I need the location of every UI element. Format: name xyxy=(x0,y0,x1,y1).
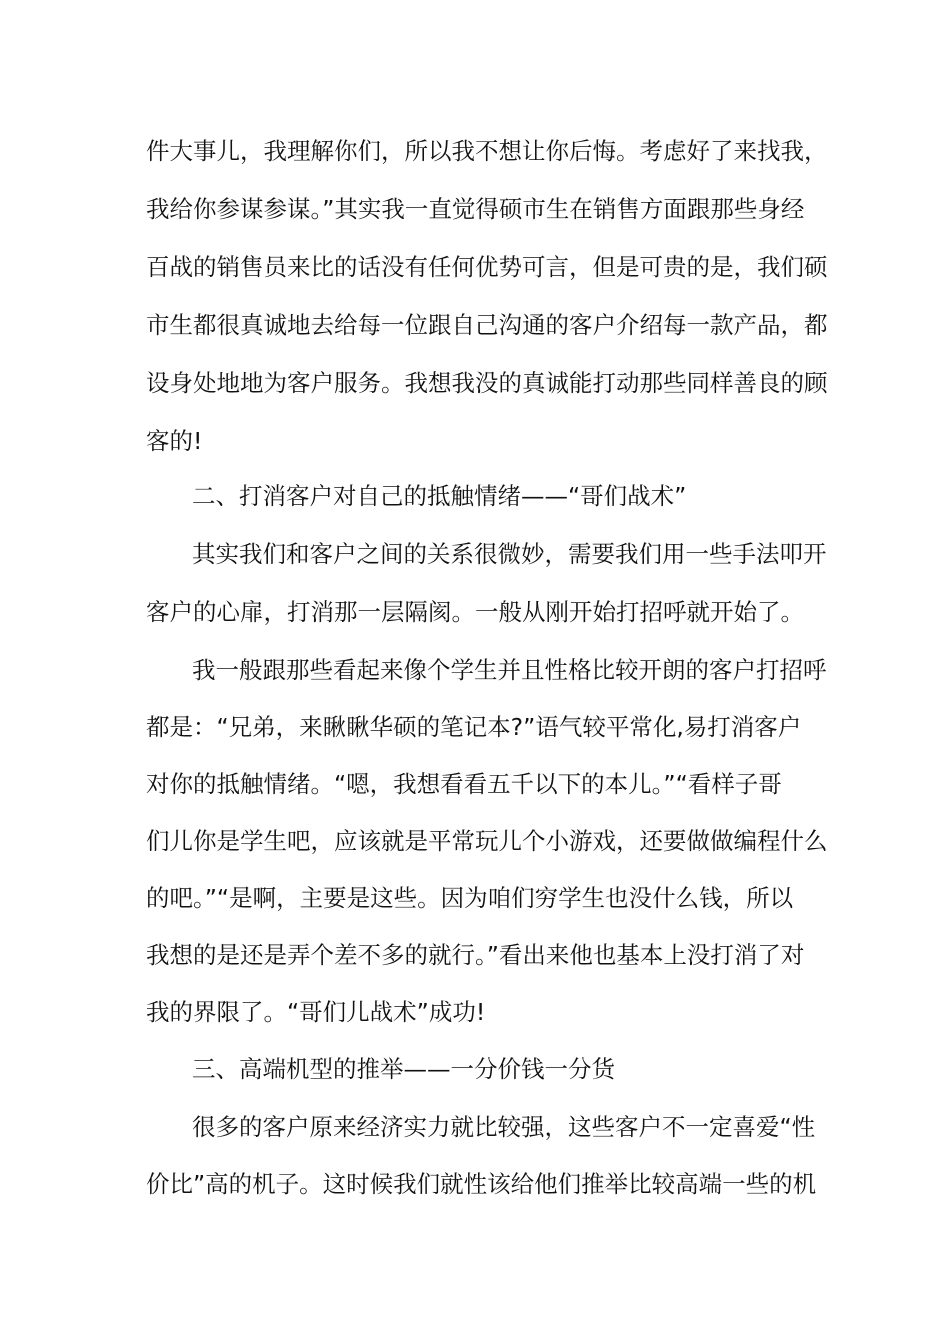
text-line: 件大事儿，我理解你们，所以我不想让你后悔。考虑好了来找我， xyxy=(146,137,828,165)
text-line: 百战的销售员来比的话没有任何优势可言，但是可贵的是，我们硕 xyxy=(146,253,828,281)
text-line: 我想的是还是弄个差不多的就行。”看出来他也基本上没打消了对 xyxy=(146,941,805,969)
text-line: 市生都很真诚地去给每一位跟自己沟通的客户介绍每一款产品，都 xyxy=(146,311,828,339)
text-line: 的吧。”“是啊，主要是这些。因为咱们穷学生也没什么钱，所以 xyxy=(146,884,794,912)
text-line: 价比”高的机子。这时候我们就性该给他们推举比较高端一些的机 xyxy=(146,1170,817,1198)
text-line: 设身处地地为客户服务。我想我没的真诚能打动那些同样善良的顾 xyxy=(146,369,828,397)
text-line: 客的! xyxy=(146,427,203,455)
text-line: 其实我们和客户之间的关系很微妙，需要我们用一些手法叩开 xyxy=(192,540,827,568)
text-line: 我给你参谋参谋。”其实我一直觉得硕市生在销售方面跟那些身经 xyxy=(146,195,805,223)
section-heading: 二、打消客户对自己的抵触情绪——“哥们战术” xyxy=(192,482,687,510)
text-line: 对你的抵触情绪。“嗯，我想看看五千以下的本儿。”“看样子哥 xyxy=(146,770,782,798)
section-heading: 三、高端机型的推举——一分价钱一分货 xyxy=(192,1055,615,1083)
text-line: 客户的心扉，打消那一层隔阂。一般从刚开始打招呼就开始了。 xyxy=(146,598,804,626)
text-line: 们儿你是学生吧，应该就是平常玩儿个小游戏，还要做做编程什么 xyxy=(146,827,828,855)
text-line: 我一般跟那些看起来像个学生并且性格比较开朗的客户打招呼 xyxy=(192,656,827,684)
text-line: 很多的客户原来经济实力就比较强，这些客户不一定喜爱“性 xyxy=(192,1113,816,1141)
text-line: 都是：“兄弟，来瞅瞅华硕的笔记本?”语气较平常化,易打消客户 xyxy=(146,713,802,741)
text-line: 我的界限了。“哥们儿战术”成功! xyxy=(146,998,486,1026)
